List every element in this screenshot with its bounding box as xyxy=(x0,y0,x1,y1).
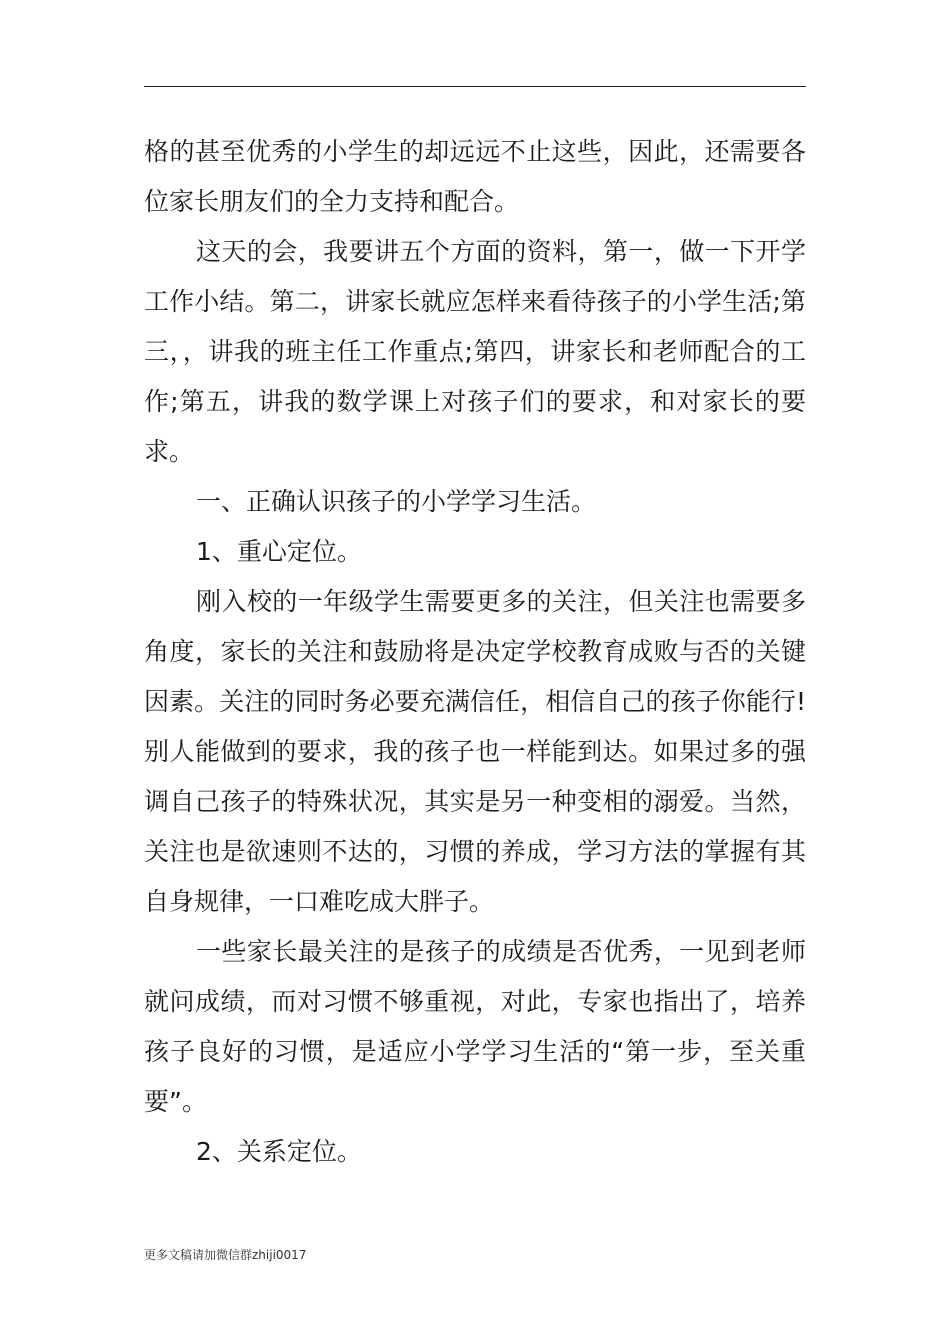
section-heading: 一、正确认识孩子的小学学习生活。 xyxy=(196,487,597,516)
paragraph: 这天的会，我要讲五个方面的资料，第一，做一下开学工作小结。第二，讲家长就应怎样来看待孩子的小学生活;第三，，讲我的班主任工作重点;第四，讲家长和老师配合的工作;第五，讲我的数学课上对孩子们的要求，和对家长的要求。 xyxy=(144,237,806,466)
paragraph: 一些家长最关注的是孩子的成绩是否优秀，一见到老师就问成绩，而对习惯不够重视，对此，专家也指出了，培养孩子良好的习惯，是适应小学学习生活的“第一步，至关重要”。 xyxy=(144,937,806,1116)
footer-note: 更多文稿请加微信群zhiji0017 xyxy=(144,1248,307,1262)
header-rule xyxy=(144,86,806,87)
paragraph: 刚入校的一年级学生需要更多的关注，但关注也需要多角度，家长的关注和鼓励将是决定学校教育成败与否的关键因素。关注的同时务必要充满信任，相信自己的孩子你能行!别人能做到的要求，我的孩子也一样能到达。如果过多的强调自己孩子的特殊状况，其实是另一种变相的溺爱。当然，关注也是欲速则不达的，习惯的养成，学习方法的掌握有其自身规律，一口难吃成大胖子。 xyxy=(144,587,806,916)
subsection-heading: 2、关系定位。 xyxy=(196,1137,362,1166)
paragraph: 格的甚至优秀的小学生的却远远不止这些，因此，还需要各位家长朋友们的全力支持和配合。 xyxy=(144,137,806,216)
document-body xyxy=(144,127,806,1177)
subsection-heading: 1、重心定位。 xyxy=(196,537,362,566)
